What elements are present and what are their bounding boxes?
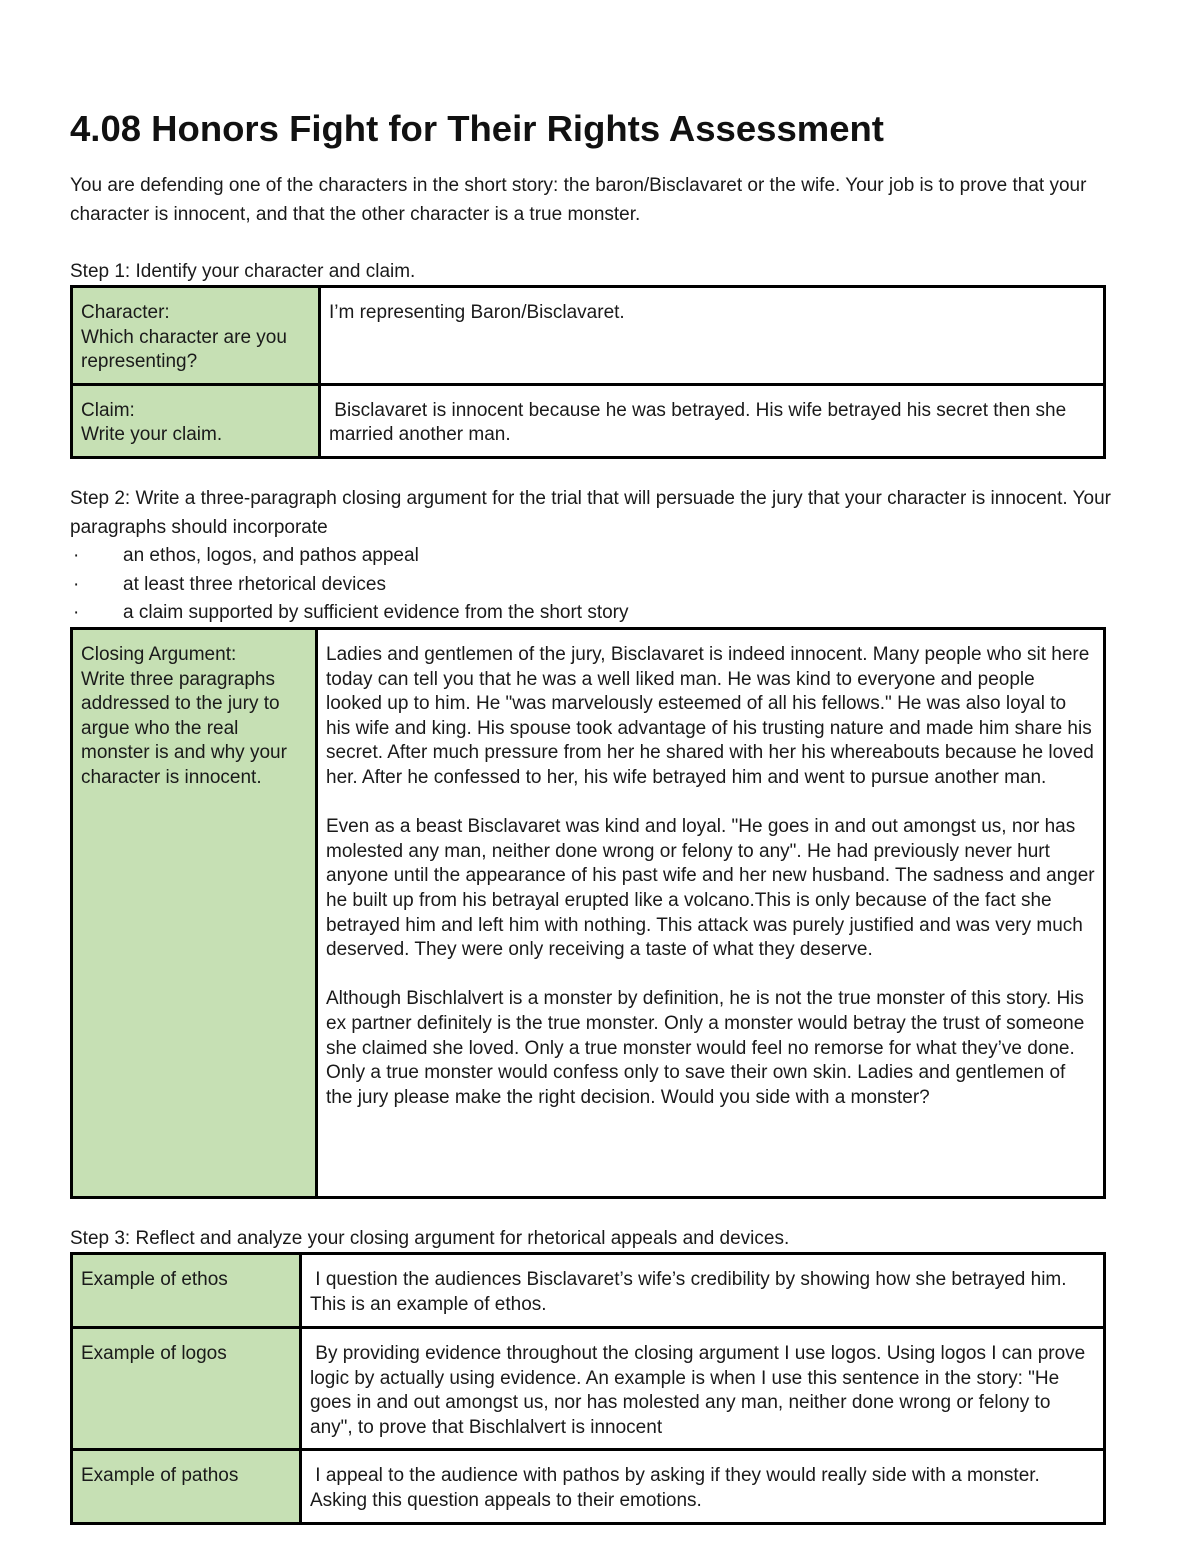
closing-argument-answer-cell (317, 629, 1105, 1198)
pathos-row (72, 1450, 1105, 1523)
list-item (70, 542, 629, 571)
bullet-icon: · (73, 545, 80, 566)
closing-argument-row (72, 629, 1105, 1198)
character-answer-cell (320, 287, 1105, 385)
character-row (72, 287, 1105, 385)
claim-answer-cell (320, 384, 1105, 457)
list-item (70, 571, 629, 600)
pathos-answer-cell (301, 1450, 1105, 1523)
logos-row (72, 1328, 1105, 1450)
pathos-label: Example of pathos (81, 1465, 239, 1487)
step2-heading: Step 2: Write a three-paragraph closing argument for the trial that will persuade the jury that your character is innocent. Your paragraphs should incorporate (70, 488, 1111, 538)
step2-table (70, 627, 1106, 1199)
closing-argument-label-title: Closing Argument: (81, 644, 237, 665)
claim-label-cell (72, 384, 320, 457)
requirement-list (70, 542, 629, 628)
ethos-row (72, 1254, 1105, 1328)
list-item-text: a claim supported by sufficient evidence from the short story (123, 602, 629, 623)
bullet-icon: · (73, 602, 80, 623)
pathos-label-cell (72, 1450, 301, 1523)
ethos-label-cell (72, 1254, 301, 1328)
step3-table (70, 1252, 1106, 1525)
claim-answer: Bisclavaret is innocent because he was betrayed. His wife betrayed his secret then she married another man. (329, 399, 1072, 446)
character-label-prompt: Which character are you representing? (81, 326, 287, 373)
ethos-answer-cell (301, 1254, 1105, 1328)
bullet-icon: · (73, 573, 80, 595)
step3-heading: Step 3: Reflect and analyze your closing argument for rhetorical appeals and devices. (70, 1228, 790, 1249)
page-title: 4.08 Honors Fight for Their Rights Assessment (70, 108, 884, 149)
argument-paragraph-1: Ladies and gentlemen of the jury, Bisclavaret is indeed innocent. Many people who sit here today can tell you that he was a well liked man. He was kind to everyone and people looked up to him. He "was marvelously esteemed of all his fellows." He was also loyal to his wife and king. His spouse took advantage of his trusting nature and made him share his secret. After much pressure from her he shared with her his whereabouts because he loved her. After he confessed to her, his wife betrayed him and went to pursue another man. (326, 644, 1094, 788)
ethos-label: Example of ethos (81, 1269, 228, 1290)
list-item (70, 599, 629, 628)
claim-label-prompt: Write your claim. (81, 424, 223, 446)
argument-paragraph-2: Even as a beast Bisclavaret was kind and loyal. "He goes in and out amongst us, nor has molested any man, neither done wrong or felony to any". He had previously never hurt anyone until the appearance of his past wife and her new husband. The sadness and anger he built up from his betrayal erupted like a volcano.This is only because of the fact she betrayed him and left him with nothing. This attack was purely justified and was very much deserved. They were only receiving a taste of what they deserve. (326, 816, 1095, 961)
logos-label: Example of logos (81, 1343, 227, 1364)
ethos-answer: I question the audiences Bisclavaret’s wife’s credibility by showing how she betrayed him. This is an example of ethos. (310, 1269, 1072, 1315)
pathos-answer: I appeal to the audience with pathos by asking if they would really side with a monster. Asking this question appeals to their emotions. (310, 1465, 1045, 1511)
character-label-title: Character: (81, 302, 170, 323)
logos-answer-cell (301, 1328, 1105, 1450)
character-answer: I’m representing Baron/Bisclavaret. (329, 302, 625, 323)
step1-heading: Step 1: Identify your character and claim. (70, 261, 416, 282)
claim-label-title: Claim: (81, 399, 135, 421)
list-item-text: at least three rhetorical devices (123, 573, 386, 595)
closing-argument-label-cell (72, 629, 317, 1198)
step1-table (70, 285, 1106, 459)
intro-paragraph: You are defending one of the characters in the short story: the baron/Bisclavaret or the wife. Your job is to prove that your character is innocent, and that the other character is a true monster. (70, 175, 1087, 225)
logos-answer: By providing evidence throughout the closing argument I use logos. Using logos I can prove logic by actually using evidence. An example is when I use this sentence in the story: "He goes in and out amongst us, nor has molested any man, neither done wrong or felony to any", to prove that Bischlalvert is innocent (310, 1343, 1091, 1438)
logos-label-cell (72, 1328, 301, 1450)
list-item-text: an ethos, logos, and pathos appeal (123, 545, 419, 566)
argument-paragraph-3: Although Bischlalvert is a monster by definition, he is not the true monster of this story. His ex partner definitely is the true monster. Only a monster would betray the trust of someone she claimed she loved. Only a true monster would feel no remorse for what they’ve done. Only a true monster would confess only to save their own skin. Ladies and gentlemen of the jury please make the right decision. Would you side with a monster? (326, 988, 1085, 1108)
closing-argument-label-prompt: Write three paragraphs addressed to the jury to argue who the real monster is and why your character is innocent. (81, 668, 287, 788)
character-label-cell (72, 287, 320, 385)
claim-row (72, 384, 1105, 457)
